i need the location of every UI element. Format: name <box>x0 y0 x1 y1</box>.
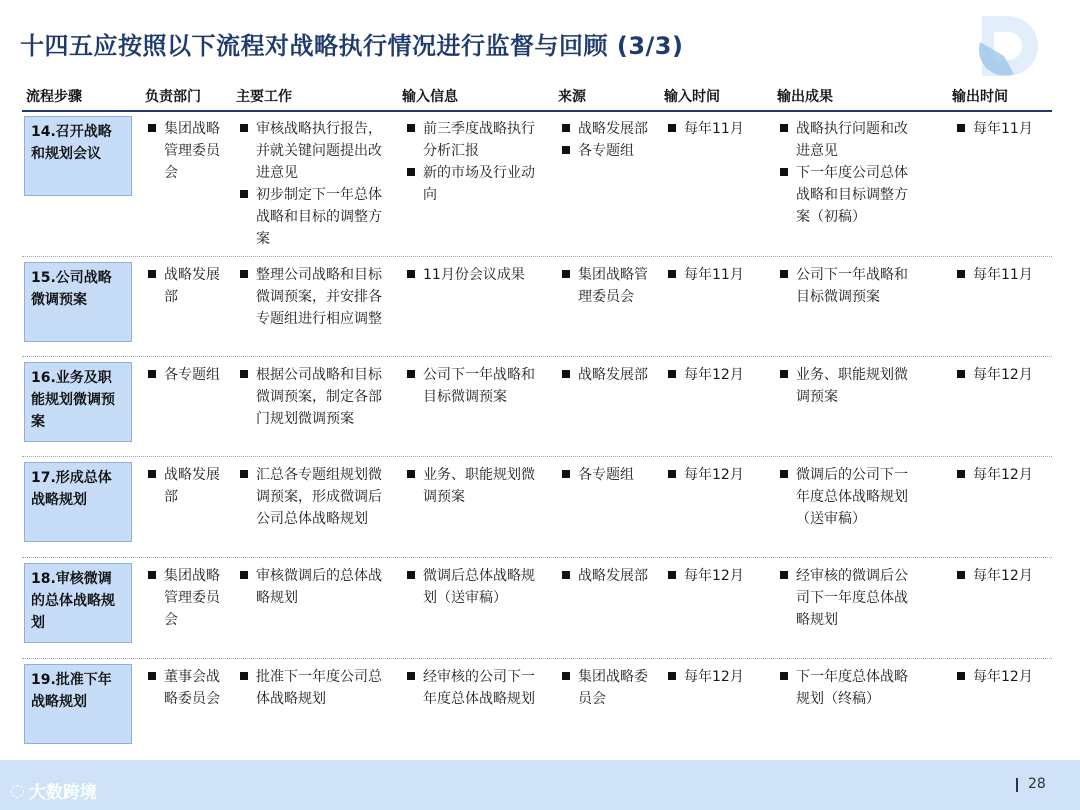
cell-input-time <box>666 464 770 486</box>
bullet-item: 微调后总体战略规划（送审稿） <box>405 565 545 609</box>
bullet-item: 业务、职能规划微调预案 <box>778 364 918 408</box>
brand-name: 大数跨境 <box>28 783 97 803</box>
bullet-item: 每年12月 <box>955 464 1055 486</box>
row-divider <box>22 658 1052 659</box>
bullet-item: 整理公司战略和目标微调预案，并安排各专题组进行相应调整 <box>238 264 390 330</box>
cell-source <box>560 464 660 486</box>
bullet-item: 初步制定下一年总体战略和目标的调整方案 <box>238 184 390 250</box>
cell-input-time <box>666 364 770 386</box>
header-dept: 负责部门 <box>145 89 201 105</box>
bullet-item: 每年12月 <box>955 565 1055 587</box>
bullet-item: 集团战略管理委员会 <box>146 565 230 631</box>
cell-dept <box>146 118 230 184</box>
bullet-item: 各专题组 <box>560 464 660 486</box>
cell-output <box>778 565 918 631</box>
cell-input <box>405 118 545 206</box>
row-divider <box>22 456 1052 457</box>
page-title: 十四五应按照以下流程对战略执行情况进行监督与回顾 (3/3) <box>20 32 684 60</box>
bullet-item: 战略执行问题和改进意见 <box>778 118 918 162</box>
cell-source <box>560 364 660 386</box>
bullet-item: 经审核的公司下一年度总体战略规划 <box>405 666 545 710</box>
bullet-item: 董事会战略委员会 <box>146 666 230 710</box>
bullet-item: 战略发展部 <box>146 264 230 308</box>
cell-source <box>560 264 660 308</box>
bullet-item: 各专题组 <box>560 140 660 162</box>
bullet-item: 下一年度总体战略规划（终稿） <box>778 666 918 710</box>
bullet-item: 集团战略委员会 <box>560 666 660 710</box>
header-input-time: 输入时间 <box>664 89 720 105</box>
row-divider <box>22 356 1052 357</box>
bullet-item: 每年11月 <box>955 264 1055 286</box>
bullet-item: 各专题组 <box>146 364 230 386</box>
cell-input-time <box>666 666 770 688</box>
cell-input <box>405 364 545 408</box>
cell-output <box>778 118 918 228</box>
cell-input <box>405 666 545 710</box>
cell-dept <box>146 364 230 386</box>
logo-icon <box>974 12 1044 82</box>
step-label: 16.业务及职能规划微调预案 <box>24 362 132 442</box>
cell-source <box>560 565 660 587</box>
bullet-item: 战略发展部 <box>146 464 230 508</box>
cell-output <box>778 464 918 530</box>
bullet-item: 汇总各专题组规划微调预案，形成微调后公司总体战略规划 <box>238 464 390 530</box>
cell-output-time <box>955 666 1055 688</box>
bullet-item: 前三季度战略执行分析汇报 <box>405 118 545 162</box>
bullet-item: 11月份会议成果 <box>405 264 545 286</box>
table-header <box>0 82 1080 112</box>
bullet-item: 集团战略管理委员会 <box>560 264 660 308</box>
bullet-item: 业务、职能规划微调预案 <box>405 464 545 508</box>
header-source: 来源 <box>558 89 586 105</box>
header-divider <box>22 110 1052 112</box>
header-work: 主要工作 <box>236 89 292 105</box>
cell-source <box>560 666 660 710</box>
cell-input-time <box>666 264 770 286</box>
bullet-item: 公司下一年战略和目标微调预案 <box>405 364 545 408</box>
cell-input-time <box>666 565 770 587</box>
cell-work <box>238 666 390 710</box>
row-divider <box>22 557 1052 558</box>
cell-output-time <box>955 264 1055 286</box>
bullet-item: 新的市场及行业动向 <box>405 162 545 206</box>
bullet-item: 每年12月 <box>666 565 770 587</box>
step-label: 19.批准下年战略规划 <box>24 664 132 744</box>
row-divider <box>22 256 1052 257</box>
bullet-item: 战略发展部 <box>560 565 660 587</box>
header-input: 输入信息 <box>402 89 458 105</box>
page-separator <box>1016 778 1018 792</box>
bullet-item: 每年11月 <box>955 118 1055 140</box>
bullet-item: 每年12月 <box>666 666 770 688</box>
step-label: 15.公司战略微调预案 <box>24 262 132 342</box>
cell-output-time <box>955 118 1055 140</box>
bullet-item: 战略发展部 <box>560 118 660 140</box>
bullet-item: 每年12月 <box>955 666 1055 688</box>
bullet-item: 每年12月 <box>666 464 770 486</box>
bullet-item: 批准下一年度公司总体战略规划 <box>238 666 390 710</box>
cell-output-time <box>955 364 1055 386</box>
header-output-time: 输出时间 <box>952 89 1008 105</box>
cell-work <box>238 264 390 330</box>
bullet-item: 审核微调后的总体战略规划 <box>238 565 390 609</box>
bullet-item: 根据公司战略和目标微调预案，制定各部门规划微调预案 <box>238 364 390 430</box>
bullet-item: 每年12月 <box>666 364 770 386</box>
cell-dept <box>146 264 230 308</box>
bullet-item: 经审核的微调后公司下一年度总体战略规划 <box>778 565 918 631</box>
cell-output-time <box>955 464 1055 486</box>
cell-output <box>778 666 918 710</box>
header-output: 输出成果 <box>777 89 833 105</box>
cell-dept <box>146 464 230 508</box>
cell-work <box>238 118 390 250</box>
cell-dept <box>146 666 230 710</box>
step-label: 17.形成总体战略规划 <box>24 462 132 542</box>
bullet-item: 每年11月 <box>666 264 770 286</box>
cell-output <box>778 364 918 408</box>
bullet-item: 微调后的公司下一年度总体战略规划（送审稿） <box>778 464 918 530</box>
bullet-item: 审核战略执行报告，并就关键问题提出改进意见 <box>238 118 390 184</box>
step-label: 14.召开战略和规划会议 <box>24 116 132 196</box>
cell-output-time <box>955 565 1055 587</box>
bullet-item: 公司下一年战略和目标微调预案 <box>778 264 918 308</box>
header-step: 流程步骤 <box>26 89 82 105</box>
cell-dept <box>146 565 230 631</box>
cell-source <box>560 118 660 162</box>
cell-input-time <box>666 118 770 140</box>
cell-work <box>238 565 390 609</box>
cell-work <box>238 364 390 430</box>
bullet-item: 集团战略管理委员会 <box>146 118 230 184</box>
step-label: 18.审核微调的总体战略规划 <box>24 563 132 643</box>
bullet-item: 每年11月 <box>666 118 770 140</box>
cell-input <box>405 264 545 286</box>
page-number: 28 <box>1028 776 1046 792</box>
bullet-item: 战略发展部 <box>560 364 660 386</box>
brand-logo-icon: ◌ <box>10 780 25 801</box>
cell-input <box>405 464 545 508</box>
cell-output <box>778 264 918 308</box>
footer-bar <box>0 760 1080 810</box>
cell-work <box>238 464 390 530</box>
cell-input <box>405 565 545 609</box>
bullet-item: 下一年度公司总体战略和目标调整方案（初稿） <box>778 162 918 228</box>
bullet-item: 每年12月 <box>955 364 1055 386</box>
footer-brand <box>10 778 97 803</box>
